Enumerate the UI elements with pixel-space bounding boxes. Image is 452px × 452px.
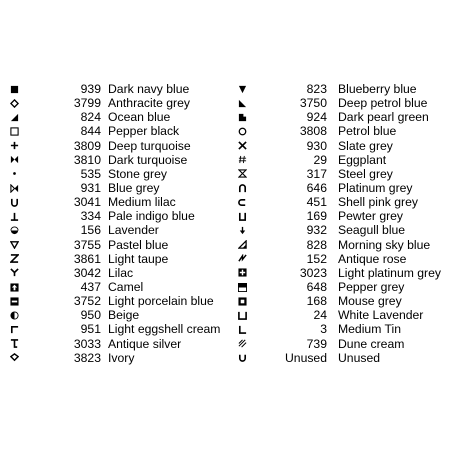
thread-code: 3 xyxy=(320,322,327,337)
thread-code: 828 xyxy=(306,237,327,252)
color-name: Beige xyxy=(108,308,140,323)
square-minus-icon xyxy=(8,294,20,308)
square-bracket-icon xyxy=(236,209,248,223)
color-name: Pastel blue xyxy=(108,237,169,252)
thread-code: 951 xyxy=(80,322,101,337)
color-name: Anthracite grey xyxy=(108,96,190,111)
z-icon xyxy=(8,252,20,266)
color-name: Antique silver xyxy=(108,336,182,351)
color-name: Steel grey xyxy=(338,166,393,181)
color-name: Eggplant xyxy=(338,152,387,167)
color-name: Lavender xyxy=(108,223,159,238)
l-shape-icon xyxy=(236,322,248,336)
thread-code: 646 xyxy=(306,180,327,195)
color-name: Stone grey xyxy=(108,166,167,181)
thread-code: Unused xyxy=(284,350,327,365)
thread-code: 437 xyxy=(80,279,101,294)
thread-code: 924 xyxy=(306,110,327,125)
u-open-icon xyxy=(236,351,248,365)
triangle-down-outline-icon xyxy=(8,238,20,252)
color-name: Ocean blue xyxy=(108,110,171,125)
thread-code: 317 xyxy=(306,166,327,181)
arch-icon xyxy=(236,181,248,195)
stepped-square-icon xyxy=(236,110,248,124)
thread-code: 152 xyxy=(306,251,327,266)
filled-triangle-down-icon xyxy=(236,82,248,96)
thread-code: 168 xyxy=(306,294,327,309)
color-name: Slate grey xyxy=(338,138,393,153)
thread-code: 451 xyxy=(306,195,327,210)
open-square-icon xyxy=(8,124,20,138)
color-name: Seagull blue xyxy=(338,223,406,238)
thread-code: 3808 xyxy=(299,124,327,139)
thread-code: 950 xyxy=(80,308,101,323)
color-name: Morning sky blue xyxy=(338,237,431,252)
color-name: Blueberry blue xyxy=(338,82,417,96)
color-name: Petrol blue xyxy=(338,124,397,139)
thread-code: 648 xyxy=(306,279,327,294)
thread-code: 3810 xyxy=(73,152,101,167)
color-name: Camel xyxy=(108,279,144,294)
thread-code: 3809 xyxy=(73,138,101,153)
diamond-outline-icon xyxy=(8,96,20,110)
thread-code: 739 xyxy=(306,336,327,351)
thread-code: 3041 xyxy=(73,195,101,210)
thread-code: 535 xyxy=(80,166,101,181)
corner-top-left-icon xyxy=(8,322,20,336)
color-name: Light eggshell cream xyxy=(108,322,221,337)
color-name: Lilac xyxy=(108,265,134,280)
circle-outline-icon xyxy=(236,124,248,138)
thread-code: 932 xyxy=(306,223,327,238)
y-icon xyxy=(8,266,20,280)
half-bowtie-icon xyxy=(8,181,20,195)
zigzag-arrow-icon xyxy=(236,252,248,266)
thread-code: 930 xyxy=(306,138,327,153)
color-name: Pewter grey xyxy=(338,209,404,224)
color-name: Medium Tin xyxy=(338,322,401,337)
color-name: Light taupe xyxy=(108,251,169,266)
color-name: White Lavender xyxy=(338,308,424,323)
thread-code: 931 xyxy=(80,180,101,195)
square-plus-icon xyxy=(236,266,248,280)
thread-code: 3755 xyxy=(73,237,101,252)
thread-code: 169 xyxy=(306,209,327,224)
thread-code: 823 xyxy=(306,82,327,96)
color-name: Deep petrol blue xyxy=(338,96,428,111)
thread-code: 24 xyxy=(313,308,327,323)
filled-triangle-left-icon xyxy=(8,110,20,124)
u-shape-icon xyxy=(8,195,20,209)
thread-code: 29 xyxy=(313,152,327,167)
inverted-t-icon xyxy=(8,209,20,223)
color-name: Platinum grey xyxy=(338,180,413,195)
diagonal-lines-icon xyxy=(236,337,248,351)
plus-icon xyxy=(8,139,20,153)
color-name: Shell pink grey xyxy=(338,195,418,210)
cup-icon xyxy=(236,308,248,322)
thread-code: 3823 xyxy=(73,350,101,365)
hourglass-icon xyxy=(236,167,248,181)
half-circle-icon xyxy=(8,223,20,237)
color-name: Pepper grey xyxy=(338,279,405,294)
square-split-icon xyxy=(236,280,248,294)
color-name: Light porcelain blue xyxy=(108,294,214,309)
color-name: Dune cream xyxy=(338,336,405,351)
thread-code: 3799 xyxy=(73,96,101,111)
thread-code: 939 xyxy=(80,82,101,96)
color-name: Light platinum grey xyxy=(338,265,441,280)
square-dash-icon xyxy=(236,294,248,308)
square-arrow-icon xyxy=(8,280,20,294)
slanted-triangle-icon xyxy=(236,238,248,252)
color-name: Unused xyxy=(338,350,381,365)
small-dot-icon xyxy=(8,167,20,181)
thread-code: 3023 xyxy=(299,265,327,280)
thread-code: 3861 xyxy=(73,251,101,266)
thread-code: 844 xyxy=(80,124,101,139)
thread-code: 156 xyxy=(80,223,101,238)
thread-code: 3750 xyxy=(299,96,327,111)
filled-square-icon xyxy=(8,82,20,96)
color-name: Mouse grey xyxy=(338,294,402,309)
half-filled-circle-icon xyxy=(8,308,20,322)
color-name: Dark turquoise xyxy=(108,152,188,167)
color-name: Dark navy blue xyxy=(108,82,190,96)
color-name: Pepper black xyxy=(108,124,180,139)
color-name: Deep turquoise xyxy=(108,138,191,153)
c-shape-icon xyxy=(236,195,248,209)
thread-code: 824 xyxy=(80,110,101,125)
color-name: Antique rose xyxy=(338,251,407,266)
color-name: Pale indigo blue xyxy=(108,209,195,224)
arrow-down-icon xyxy=(236,223,248,237)
thread-code: 3042 xyxy=(73,265,101,280)
t-right-icon xyxy=(8,337,20,351)
thread-code: 3033 xyxy=(73,336,101,351)
hash-icon xyxy=(236,153,248,167)
color-name: Medium lilac xyxy=(108,195,176,210)
color-name: Dark pearl green xyxy=(338,110,429,125)
filled-triangle-corner-icon xyxy=(236,96,248,110)
thread-code: 3752 xyxy=(73,294,101,309)
x-icon xyxy=(236,139,248,153)
bowtie-icon xyxy=(8,153,20,167)
check-arrow-icon xyxy=(8,351,20,365)
color-name: Blue grey xyxy=(108,180,160,195)
thread-code: 334 xyxy=(80,209,101,224)
color-name: Ivory xyxy=(108,350,135,365)
